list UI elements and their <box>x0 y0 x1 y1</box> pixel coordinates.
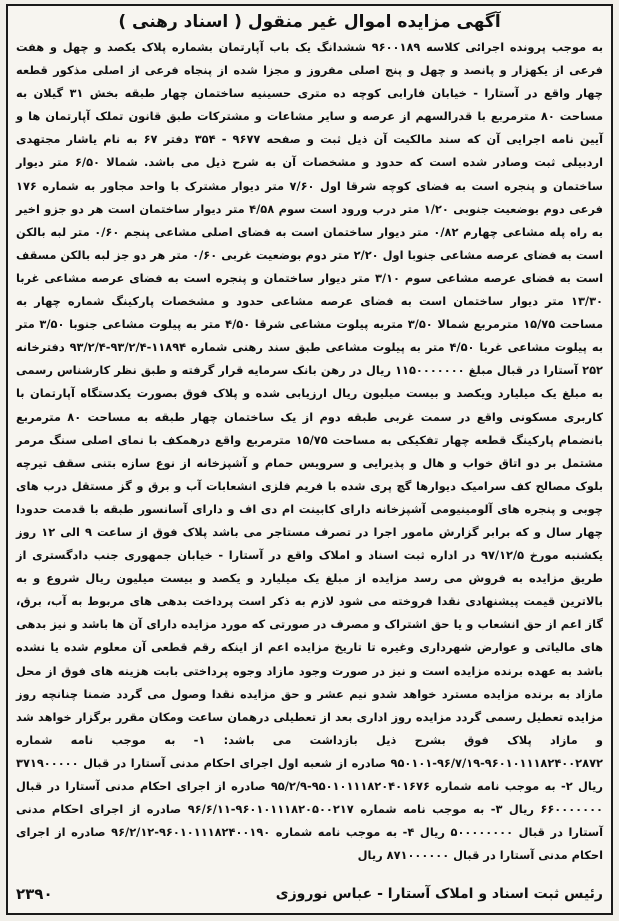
notice-body: به موجب پرونده اجرائی کلاسه ۹۶۰۰۱۸۹ ششدانگ یک باب آپارتمان بشماره پلاک یکصد و چهل و هفت فرعی از یکهزار و پانصد و چهل و پنج اصلی مفروز و مجزا شده از پنجاه فرعی از اصلی مذکور قطعه چهار واقع در آستارا - خیابان فارابی کوچه ده متری حسینیه ساختمان چهار طبقه بخش ۳۱ گیلان به مساحت ۸۰ مترمربع با قدرالسهم از عرصه و سایر مشاعات و مشترکات طبق قانون تملک آپارتمان ها و آیین نامه اجرایی آن که سند مالکیت آن ذیل ثبت و صفحه ۹۶۷۷ - ۳۵۴ دفتر ۶۷ به نام یاشار مجتهدی اردبیلی ثبت وصادر شده است که حدود و مشخصات آن به شرح ذیل می باشد. شمالا ۶/۵۰ متر دیوار ساختمان و پنجره است به فضای کوچه شرقا اول ۷/۶۰ متر دیوار مشترک با واحد مجاور به شماره ۱۷۶ فرعی دوم بوضعیت جنوبی ۱/۲۰ متر درب ورود است سوم ۴/۵۸ متر دیوار ساختمان است هر دو جزو اخیر به راه پله مشاعی چهارم ۰/۸۲ متر دیوار ساختمان است به فضای اصلی مشاعی پنجم ۰/۶۰ متر لبه بالکن است به فضای عرصه مشاعی جنوبا اول ۲/۲۰ متر دوم بوضعیت غربی ۰/۶۰ متر هر دو جز لبه بالکن مسقف است به فضای عرصه مشاعی سوم ۳/۱۰ متر دیوار ساختمان و پنجره است به فضای عرصه مشاعی غربا ۱۳/۳۰ متر دیوار ساختمان است به فضای عرصه مشاعی حدود و مشخصات پارکینگ شماره چهار به مساحت ۱۵/۷۵ مترمربع شمالا ۳/۵۰ متربه پیلوت مشاعی شرقا ۴/۵۰ متر به پیلوت مشاعی جنوبا ۳/۵۰ متر به پیلوت مشاعی غربا ۴/۵۰ متر به پیلوت مشاعی طبق سند رهنی شماره ۱۱۸۹۴-۹۳/۲/۴-۹۳/۲/۴ دفترخانه ۲۵۲ آستارا در قبال مبلغ ۱۱۵۰۰۰۰۰۰۰ ریال در رهن بانک سرمایه قرار گرفته و طبق نظر کارشناس رسمی به مبلغ یک میلیارد ویکصد و بیست میلیون ریال ارزیابی شده و پلاک فوق بصورت یکدستگاه آپارتمان با کاربری مسکونی واقع در سمت غربی طبقه دوم از یک ساختمان چهار طبقه به مساحت ۸۰ مترمربع بانضمام پارکینگ قطعه چهار تفکیکی به مساحت ۱۵/۷۵ مترمربع واقع درهمکف با نمای اصلی سنگ مرمر مشتمل بر دو اتاق خواب و هال و پذیرایی و سرویس حمام و آشپزخانه از نوع سازه بتنی سقف تیرچه بلوک مصالح کف سرامیک دیوارها گچ پری شده با فریم فلزی انشعابات آب و برق و گز مستقل درب های چوبی و پنجره های آلومینیومی آشپزخانه دارای کابینت ام دی اف و دارای آسانسور طبقه با قدمت حدودا چهار سال و که برابر گزارش مامور اجرا در تصرف مستاجر می باشد پلاک فوق از ساعت ۹ الی ۱۲ روز یکشنبه مورخ ۹۷/۱۲/۵ در اداره ثبت اسناد و املاک واقع در آستارا - خیابان جمهوری جنب دادگستری از طریق مزایده به فروش می رسد مزایده از مبلغ یک میلیارد و یکصد و بیست میلیون ریال شروع و به بالاترین قیمت پیشنهادی نقدا فروخته می شود لازم به ذکر است پرداخت بدهی های مربوط به آب، برق، گاز اعم از حق انشعاب و یا حق اشتراک و مصرف در صورتی که مورد مزایده دارای آن ها باشد و نیز بدهی های مالیاتی و عوارض شهرداری وغیره تا تاریخ مزایده اعم از اینکه رقم قطعی آن معلوم شده یا نشده باشد به عهده برنده مزایده است و نیز در صورت وجود مازاد وجوه پرداختی بابت هزینه های فوق از محل مازاد به برنده مزایده مسترد خواهد شدو نیم عشر و حق مزایده نقدا وصول می گردد ضمنا چنانچه روز مزایده تعطیل رسمی گردد مزایده روز اداری بعد از تعطیلی درهمان ساعت ومکان مقرر برگزار خواهد شد و مازاد پلاک فوق بشرح ذیل بازداشت می باشد: ۱- به موجب نامه شماره ۹۶۰۱۰۱۱۱۸۲۴۰۰۲۸۷۲-۹۶/۷/۱۹-۹۵۰۱۰۱ صادره از شعبه اول اجرای احکام مدنی آستارا در قبال ۳۷۱۹۰۰۰۰۰ ریال ۲- به موجب نامه شماره ۹۵۰۱۰۱۱۱۸۲۰۴۰۱۶۷۶-۹۵/۲/۹ صادره از اجرای احکام مدنی آستارا در قبال ۶۶۰۰۰۰۰۰۰ ریال ۳- به موجب نامه شماره ۹۶۰۱۰۱۱۱۸۲۰۵۰۰۲۱۷-۹۶/۶/۱۱ صادره از اجرای احکام مدنی آستارا در قبال ۵۰۰۰۰۰۰۰۰ ریال ۴- به موجب نامه شماره ۹۶۰۱۰۱۱۱۸۲۴۰۰۱۹۰-۹۶/۲/۱۲ صادره از اجرای احکام مدنی آستارا در قبال ۸۷۱۰۰۰۰۰۰ ریال <box>16 40 604 863</box>
notice-title: آگهی مزایده اموال غیر منقول ( اسناد رهنی ) <box>118 12 501 32</box>
notice-frame <box>6 4 613 915</box>
ad-number: ۲۳۹۰ <box>16 885 53 903</box>
notice-footer <box>16 881 603 907</box>
notice-signature: رئیس ثبت اسناد و املاک آستارا - عباس نوروزی <box>275 886 603 902</box>
